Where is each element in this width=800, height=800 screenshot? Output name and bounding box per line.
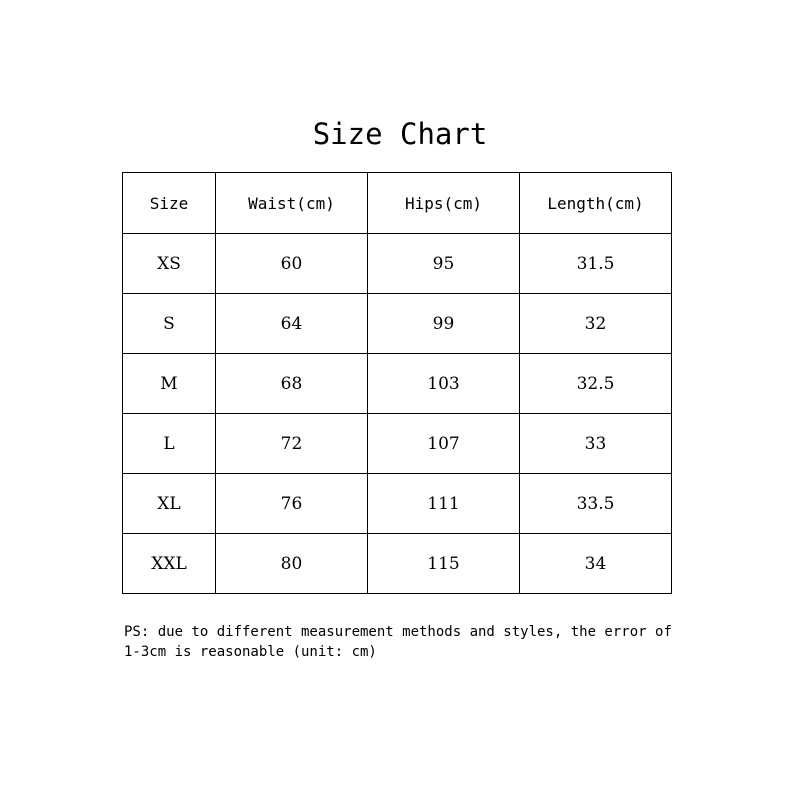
cell-size: XL	[123, 474, 216, 534]
cell-waist: 72	[216, 414, 368, 474]
table-row	[123, 414, 672, 474]
cell-waist: 68	[216, 354, 368, 414]
measurement-note	[124, 622, 684, 662]
cell-length: 34	[520, 534, 672, 594]
cell-size: XS	[123, 234, 216, 294]
cell-size: M	[123, 354, 216, 414]
cell-hips: 115	[368, 534, 520, 594]
table-row	[123, 534, 672, 594]
table-row	[123, 294, 672, 354]
cell-length: 32.5	[520, 354, 672, 414]
table-row	[123, 234, 672, 294]
cell-waist: 64	[216, 294, 368, 354]
table-row	[123, 354, 672, 414]
header-length: Length(cm)	[520, 173, 672, 234]
note-line-1: PS: due to different measurement methods and styles, the error of	[124, 624, 672, 640]
page-title: Size Chart	[312, 117, 488, 151]
cell-size: XXL	[123, 534, 216, 594]
cell-length: 31.5	[520, 234, 672, 294]
cell-waist: 60	[216, 234, 368, 294]
size-table	[122, 172, 672, 594]
header-waist: Waist(cm)	[216, 173, 368, 234]
header-size: Size	[123, 173, 216, 234]
cell-hips: 103	[368, 354, 520, 414]
table-row	[123, 474, 672, 534]
cell-length: 33.5	[520, 474, 672, 534]
cell-hips: 107	[368, 414, 520, 474]
cell-hips: 95	[368, 234, 520, 294]
cell-waist: 80	[216, 534, 368, 594]
table-header-row	[123, 173, 672, 234]
note-line-2: 1-3cm is reasonable (unit: cm)	[124, 644, 377, 660]
cell-waist: 76	[216, 474, 368, 534]
cell-length: 33	[520, 414, 672, 474]
cell-hips: 99	[368, 294, 520, 354]
cell-size: L	[123, 414, 216, 474]
cell-hips: 111	[368, 474, 520, 534]
header-hips: Hips(cm)	[368, 173, 520, 234]
cell-length: 32	[520, 294, 672, 354]
cell-size: S	[123, 294, 216, 354]
